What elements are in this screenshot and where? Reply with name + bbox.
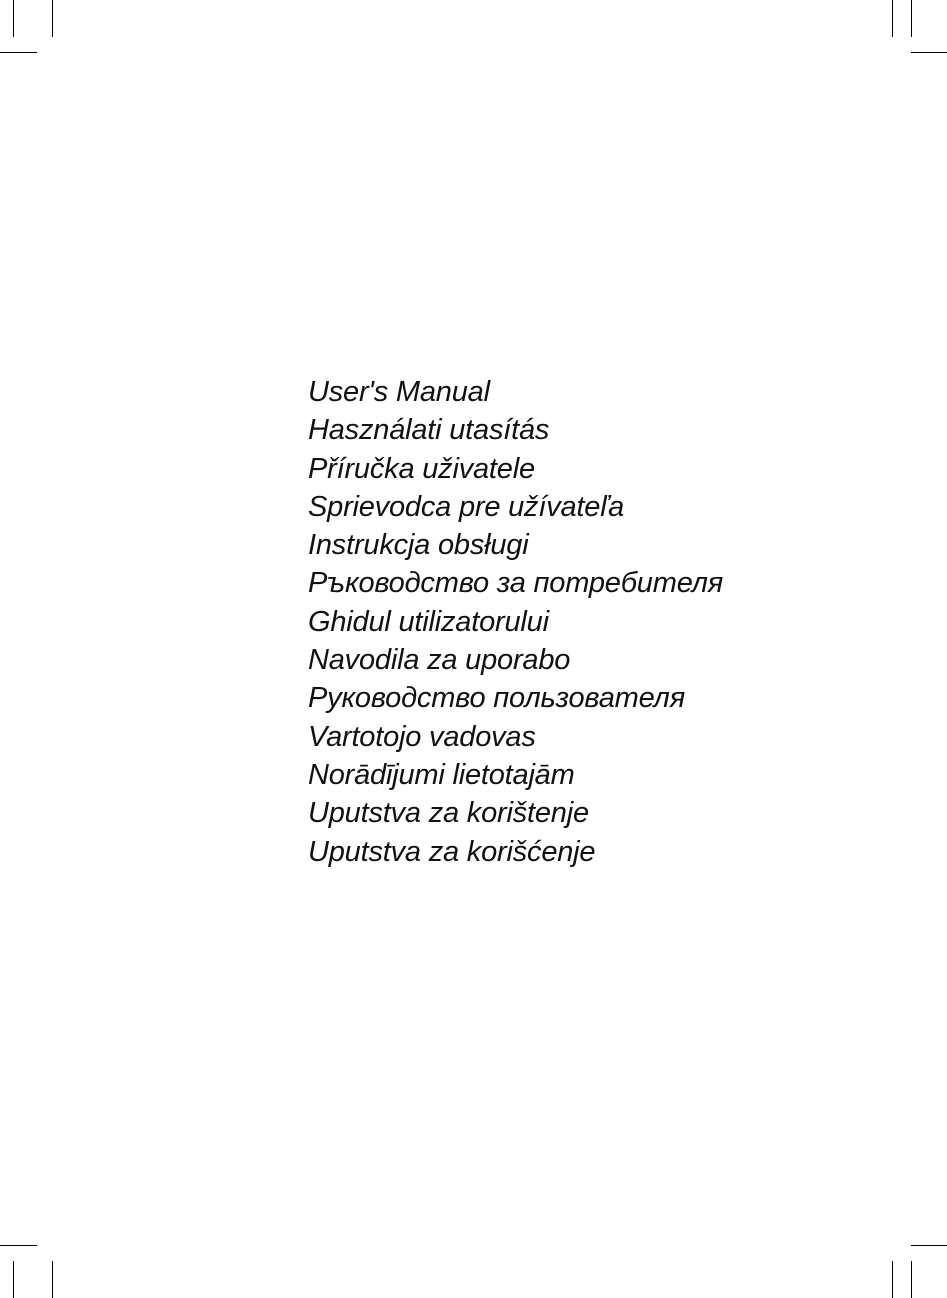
crop-mark-top-right-vertical-inner: [892, 0, 893, 37]
crop-mark-bottom-right-horizontal: [911, 1245, 947, 1246]
manual-title-polish: Instrukcja obsługi: [308, 529, 529, 562]
crop-mark-bottom-right-vertical-inner: [892, 1261, 893, 1298]
manual-title-croatian: Uputstva za korištenje: [308, 797, 589, 830]
manual-title-slovenian: Navodila za uporabo: [308, 644, 571, 677]
manual-title-czech: Příručka uživatele: [308, 452, 535, 485]
manual-title-hungarian: Használati utasítás: [308, 414, 550, 447]
manual-title-list: [308, 373, 723, 871]
crop-mark-top-left-horizontal: [0, 52, 37, 53]
manual-title-russian: Руководство пользователя: [308, 682, 686, 715]
crop-mark-top-left-vertical-outer: [13, 0, 14, 37]
manual-title-lithuanian: Vartotojo vadovas: [308, 720, 536, 753]
crop-mark-top-right-vertical-outer: [911, 0, 912, 37]
manual-title-english: User's Manual: [308, 376, 490, 408]
manual-title-slovak: Sprievodca pre užívateľa: [308, 490, 625, 523]
crop-mark-bottom-left-vertical-inner: [52, 1261, 53, 1298]
manual-title-serbian: Uputstva za korišćenje: [308, 835, 596, 868]
crop-mark-top-left-vertical-inner: [52, 0, 53, 37]
manual-title-bulgarian: Ръководство за потребителя: [308, 567, 724, 600]
crop-mark-bottom-left-vertical-outer: [13, 1261, 14, 1298]
manual-title-romanian: Ghidul utilizatorului: [308, 605, 549, 638]
manual-title-latvian: Norādījumi lietotajām: [308, 758, 575, 791]
crop-mark-bottom-right-vertical-outer: [911, 1261, 912, 1298]
crop-mark-top-right-horizontal: [911, 52, 947, 53]
crop-mark-bottom-left-horizontal: [0, 1245, 37, 1246]
